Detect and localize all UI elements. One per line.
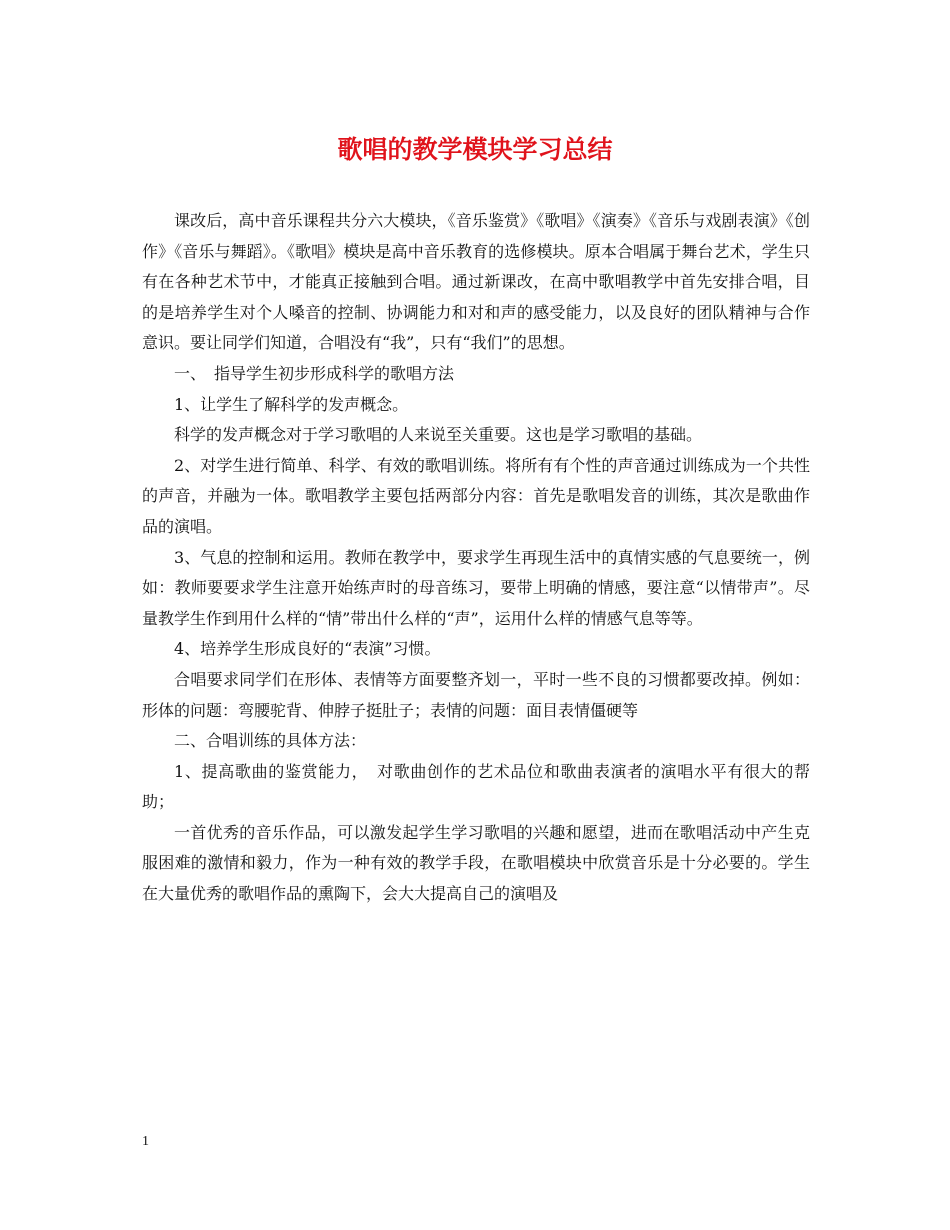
paragraph: 一首优秀的音乐作品，可以激发起学生学习歌唱的兴趣和愿望，进而在歌唱活动中产生克服困难的激情和毅力，作为一种有效的教学手段，在歌唱模块中欣赏音乐是十分必要的。学生在大量优秀的歌唱作品的熏陶下，会大大提高自己的演唱及 bbox=[142, 822, 810, 904]
page-number: 1 bbox=[142, 1134, 149, 1149]
list-item-1: 1、提高歌曲的鉴赏能力， 对歌曲创作的艺术品位和歌曲表演者的演唱水平有很大的帮助； bbox=[142, 761, 810, 812]
list-item-4: 4、培养学生形成良好的“表演”习惯。 bbox=[174, 639, 441, 659]
paragraph: 合唱要求同学们在形体、表情等方面要整齐划一，平时一些不良的习惯都要改掉。例如：形体的问题：弯腰驼背、伸脖子挺肚子；表情的问题：面目表情僵硬等 bbox=[142, 669, 810, 720]
document-body bbox=[142, 206, 810, 910]
list-item-3: 3、气息的控制和运用。教师在教学中，要求学生再现生活中的真情实感的气息要统一，例如：教师要要求学生注意开始练声时的母音练习，要带上明确的情感，要注意“以情带声”。尽量教学生作到用什么样的“情”带出什么样的“声”，运用什么样的情感气息等等。 bbox=[142, 547, 810, 628]
section-heading-2: 二、合唱训练的具体方法： bbox=[174, 731, 367, 751]
document-title: 歌唱的教学模块学习总结 bbox=[337, 135, 613, 164]
paragraph-intro: 课改后，高中音乐课程共分六大模块，《音乐鉴赏》《歌唱》《演奏》《音乐与戏剧表演》《创作》《音乐与舞蹈》。《歌唱》模块是高中音乐教育的选修模块。原本合唱属于舞台艺术，学生只有在各种艺术节中，才能真正接触到合唱。通过新课改，在高中歌唱教学中首先安排合唱，目的是培养学生对个人嗓音的控制、协调能力和对和声的感受能力，以及良好的团队精神与合作意识。要让同学们知道，合唱没有“我”，只有“我们”的思想。 bbox=[142, 211, 810, 353]
section-heading-1: 一、 指导学生初步形成科学的歌唱方法 bbox=[174, 363, 455, 383]
list-item-2: 2、对学生进行简单、科学、有效的歌唱训练。将所有有个性的声音通过训练成为一个共性的声音，并融为一体。歌唱教学主要包括两部分内容：首先是歌唱发音的训练，其次是歌曲作品的演唱。 bbox=[142, 455, 810, 536]
list-item-1: 1、让学生了解科学的发声概念。 bbox=[174, 394, 409, 414]
paragraph: 科学的发声概念对于学习歌唱的人来说至关重要。这也是学习歌唱的基础。 bbox=[174, 425, 703, 445]
